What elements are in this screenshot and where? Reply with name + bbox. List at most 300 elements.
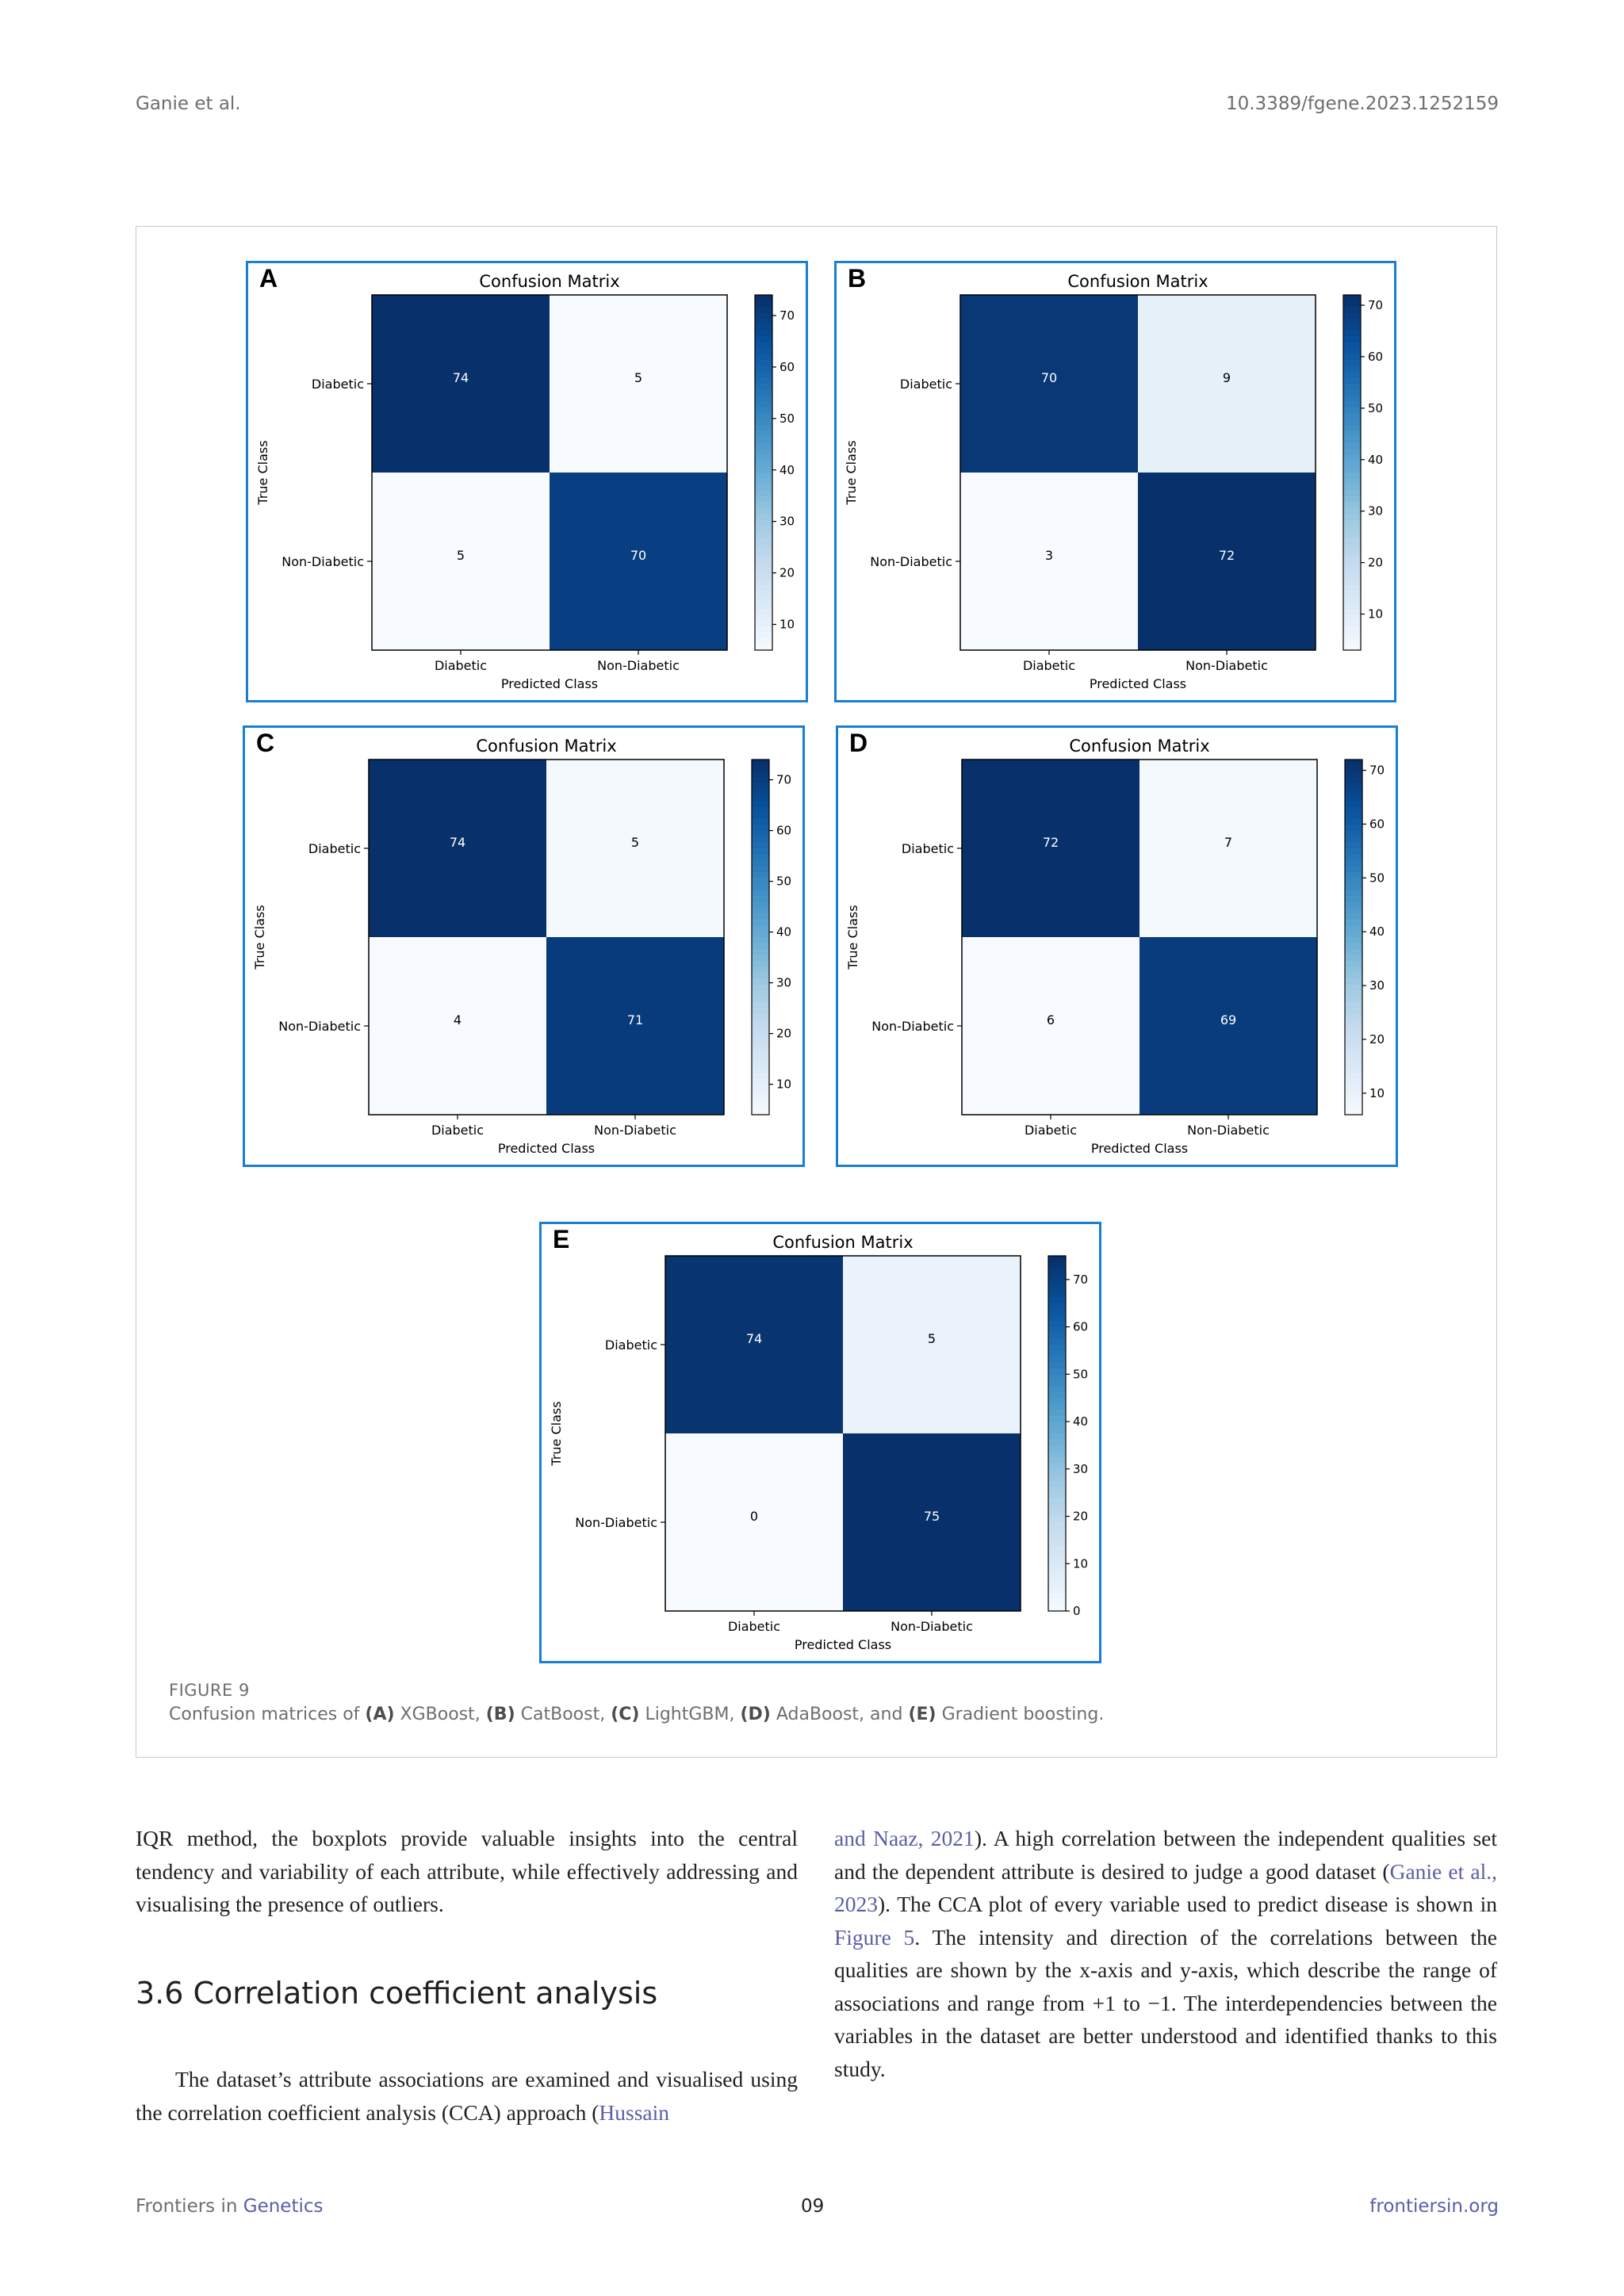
colorbar-tick-label: 10: [1073, 1556, 1089, 1571]
colorbar-segment: [755, 591, 772, 597]
colorbar-segment: [1343, 591, 1361, 597]
x-axis-label: Predicted Class: [1090, 1141, 1189, 1156]
colorbar-segment: [1345, 1008, 1362, 1015]
colorbar-segment: [1048, 1493, 1066, 1499]
x-tick-label: Non-Diabetic: [597, 658, 680, 673]
chart-title: Confusion Matrix: [1069, 737, 1210, 756]
colorbar-segment: [1343, 389, 1361, 396]
colorbar-segment: [755, 300, 772, 307]
chart-title: Confusion Matrix: [479, 272, 620, 291]
colorbar-segment: [755, 354, 772, 361]
caption-text-segment: LightGBM,: [639, 1705, 741, 1724]
panel-c: [243, 725, 805, 1167]
colorbar-segment: [752, 973, 769, 979]
colorbar-segment: [752, 1014, 769, 1020]
colorbar-segment: [1345, 765, 1362, 771]
footer-site-link[interactable]: frontiersin.org: [1369, 2196, 1499, 2217]
colorbar-segment: [752, 990, 769, 997]
colorbar-segment: [1343, 478, 1361, 484]
colorbar-segment: [1048, 1410, 1066, 1416]
x-tick-label: Diabetic: [431, 1123, 485, 1138]
colorbar-segment: [1345, 860, 1362, 867]
running-header-doi[interactable]: 10.3389/fgene.2023.1252159: [1225, 94, 1499, 114]
colorbar-segment: [1048, 1261, 1066, 1268]
colorbar-tick-label: 10: [779, 617, 795, 632]
colorbar-segment: [1048, 1546, 1066, 1552]
colorbar-segment: [1345, 1014, 1362, 1020]
confusion-matrix-chart: [248, 263, 806, 700]
citation-link[interactable]: and Naaz, 2021: [834, 1826, 975, 1850]
paragraph-text: The dataset’s attribute associations are examined and visualised using the correlation coefficient analysis (CCA) approach (: [136, 2067, 798, 2125]
confusion-matrix-chart: [542, 1224, 1099, 1661]
chart-title: Confusion Matrix: [476, 737, 617, 756]
colorbar-segment: [752, 1091, 769, 1097]
colorbar-segment: [752, 932, 769, 938]
colorbar-segment: [755, 324, 772, 331]
colorbar-segment: [755, 549, 772, 556]
colorbar-segment: [1343, 645, 1361, 651]
colorbar-segment: [1048, 1285, 1066, 1292]
colorbar-segment: [755, 508, 772, 515]
colorbar-segment: [755, 473, 772, 479]
colorbar-segment: [755, 645, 772, 651]
footer-journal-name[interactable]: Genetics: [243, 2196, 324, 2217]
colorbar-segment: [755, 401, 772, 408]
colorbar-tick-label: 20: [1369, 1031, 1385, 1047]
colorbar-segment: [755, 372, 772, 378]
colorbar-segment: [752, 813, 769, 819]
colorbar-segment: [1345, 807, 1362, 813]
colorbar-segment: [752, 1085, 769, 1092]
colorbar-segment: [1343, 538, 1361, 544]
colorbar-segment: [755, 366, 772, 373]
colorbar-segment: [755, 484, 772, 491]
colorbar-segment: [1343, 633, 1361, 639]
colorbar-segment: [755, 431, 772, 438]
colorbar-segment: [1048, 1505, 1066, 1511]
colorbar-segment: [755, 467, 772, 473]
colorbar-segment: [1345, 831, 1362, 837]
colorbar-segment: [1048, 1374, 1066, 1380]
colorbar-segment: [1048, 1392, 1066, 1399]
colorbar-segment: [1345, 908, 1362, 914]
colorbar-segment: [752, 890, 769, 896]
colorbar-segment: [1048, 1256, 1066, 1262]
colorbar-segment: [1345, 884, 1362, 890]
colorbar-segment: [1048, 1469, 1066, 1475]
colorbar-tick-label: 40: [779, 462, 795, 477]
colorbar-segment: [752, 1050, 769, 1056]
y-tick-label: Diabetic: [901, 841, 954, 856]
colorbar-segment: [1343, 502, 1361, 508]
colorbar-segment: [752, 801, 769, 807]
colorbar-segment: [1345, 1020, 1362, 1027]
colorbar-segment: [752, 1062, 769, 1068]
citation-link[interactable]: Ganie et al., 2023: [834, 1858, 1497, 1916]
colorbar-tick-label: 20: [776, 1026, 792, 1041]
colorbar-segment: [752, 771, 769, 778]
figure-caption: [169, 1681, 1469, 1724]
colorbar-segment: [1345, 1097, 1362, 1104]
colorbar-segment: [1048, 1558, 1066, 1564]
colorbar-segment: [1343, 579, 1361, 585]
chart-title: Confusion Matrix: [772, 1233, 914, 1252]
colorbar-segment: [752, 860, 769, 867]
colorbar-segment: [1343, 408, 1361, 414]
x-tick-label: Diabetic: [1022, 658, 1076, 673]
colorbar-tick-label: 60: [1073, 1319, 1089, 1334]
y-axis-label: True Class: [845, 905, 860, 970]
colorbar-segment: [1048, 1587, 1066, 1594]
colorbar-segment: [1048, 1457, 1066, 1464]
colorbar-segment: [1343, 366, 1361, 373]
colorbar-segment: [1343, 585, 1361, 591]
colorbar-segment: [1048, 1475, 1066, 1481]
colorbar-segment: [1048, 1350, 1066, 1357]
colorbar-segment: [1048, 1380, 1066, 1387]
colorbar-segment: [755, 567, 772, 573]
colorbar-segment: [755, 449, 772, 455]
colorbar-segment: [1345, 878, 1362, 884]
colorbar-segment: [752, 854, 769, 860]
x-tick-label: Non-Diabetic: [594, 1123, 676, 1138]
x-axis-label: Predicted Class: [497, 1141, 596, 1156]
colorbar-segment: [1345, 801, 1362, 807]
citation-link[interactable]: Hussain: [599, 2099, 670, 2125]
y-tick-label: Diabetic: [604, 1337, 657, 1353]
colorbar-segment: [755, 597, 772, 603]
colorbar-segment: [1343, 331, 1361, 337]
colorbar-segment: [1343, 443, 1361, 450]
colorbar-segment: [1048, 1321, 1066, 1327]
colorbar-segment: [755, 496, 772, 503]
cell-value-label: 0: [749, 1509, 759, 1524]
colorbar-segment: [752, 1038, 769, 1044]
y-axis-label: True Class: [252, 905, 267, 970]
colorbar-segment: [1048, 1362, 1066, 1368]
colorbar-segment: [755, 490, 772, 496]
colorbar-segment: [1048, 1498, 1066, 1505]
colorbar-segment: [1345, 932, 1362, 938]
panel-d: [836, 725, 1398, 1167]
colorbar-tick-label: 20: [1073, 1509, 1089, 1524]
y-axis-label: True Class: [844, 440, 859, 505]
colorbar-segment: [1343, 626, 1361, 633]
cell-value-label: 72: [1218, 548, 1235, 563]
colorbar-segment: [1048, 1570, 1066, 1576]
colorbar-segment: [752, 985, 769, 991]
colorbar-segment: [1048, 1309, 1066, 1315]
colorbar-segment: [1345, 771, 1362, 778]
colorbar-segment: [1343, 561, 1361, 568]
colorbar-tick-label: 70: [779, 308, 795, 323]
colorbar-segment: [752, 843, 769, 849]
colorbar-tick-label: 30: [1369, 978, 1385, 993]
colorbar-segment: [1343, 573, 1361, 580]
colorbar-segment: [1345, 990, 1362, 997]
colorbar-segment: [1343, 384, 1361, 390]
colorbar-segment: [1048, 1599, 1066, 1605]
colorbar-segment: [755, 307, 772, 313]
colorbar-segment: [1048, 1463, 1066, 1469]
colorbar-segment: [755, 579, 772, 585]
panel-letter: B: [848, 264, 867, 293]
caption-panel-ref: (D): [740, 1705, 771, 1724]
left-column-paragraph-1: [136, 1822, 798, 1921]
cell-value-label: 5: [630, 835, 640, 850]
colorbar-segment: [752, 866, 769, 872]
colorbar-segment: [755, 319, 772, 325]
colorbar-segment: [752, 1109, 769, 1115]
colorbar-tick-label: 50: [1073, 1367, 1089, 1382]
colorbar-segment: [755, 336, 772, 342]
caption-panel-ref: (A): [365, 1705, 395, 1724]
colorbar-segment: [752, 765, 769, 771]
y-tick-label: Non-Diabetic: [282, 554, 364, 569]
colorbar-segment: [1048, 1433, 1066, 1440]
colorbar-segment: [752, 836, 769, 843]
colorbar-segment: [755, 561, 772, 568]
colorbar-segment: [752, 1055, 769, 1062]
colorbar-tick-label: 60: [776, 823, 792, 838]
colorbar-segment: [752, 1067, 769, 1073]
colorbar-tick-label: 70: [776, 772, 792, 787]
colorbar-segment: [1345, 920, 1362, 926]
colorbar-segment: [752, 789, 769, 795]
colorbar-segment: [755, 348, 772, 354]
colorbar-segment: [1048, 1594, 1066, 1600]
x-tick-label: Non-Diabetic: [891, 1619, 973, 1634]
colorbar-tick-label: 10: [1368, 607, 1384, 622]
cell-value-label: 9: [1222, 370, 1231, 385]
colorbar-segment: [752, 795, 769, 802]
colorbar-segment: [755, 538, 772, 544]
colorbar-segment: [752, 831, 769, 837]
panel-a: [246, 261, 808, 702]
colorbar-segment: [1345, 1062, 1362, 1068]
colorbar-segment: [752, 760, 769, 766]
colorbar-segment: [1345, 901, 1362, 908]
colorbar-segment: [1048, 1552, 1066, 1558]
colorbar-segment: [755, 331, 772, 337]
cell-value-label: 5: [927, 1331, 936, 1346]
colorbar-segment: [1343, 638, 1361, 645]
figure-reference-link[interactable]: Figure 5: [834, 1924, 915, 1950]
colorbar-segment: [1345, 1038, 1362, 1044]
colorbar-segment: [1345, 949, 1362, 955]
colorbar-segment: [1343, 300, 1361, 307]
colorbar-segment: [1048, 1528, 1066, 1534]
colorbar-segment: [1345, 1073, 1362, 1080]
colorbar-segment: [1343, 401, 1361, 408]
colorbar-segment: [1048, 1439, 1066, 1445]
panel-b: [834, 261, 1396, 702]
colorbar-segment: [755, 455, 772, 461]
colorbar-tick-label: 10: [1369, 1085, 1385, 1100]
colorbar-segment: [1345, 1055, 1362, 1062]
cell-value-label: 70: [1040, 370, 1058, 385]
figure-label: FIGURE 9: [169, 1681, 250, 1700]
colorbar-tick-label: 50: [776, 874, 792, 889]
paragraph-text: ). The CCA plot of every variable used to predict disease is shown in: [878, 1892, 1497, 1916]
colorbar-segment: [1048, 1522, 1066, 1529]
colorbar-segment: [755, 312, 772, 319]
x-tick-label: Diabetic: [1024, 1123, 1078, 1138]
colorbar-segment: [755, 573, 772, 580]
colorbar-segment: [752, 825, 769, 831]
colorbar-segment: [1048, 1339, 1066, 1345]
colorbar-segment: [1048, 1368, 1066, 1375]
colorbar-segment: [752, 901, 769, 908]
colorbar-segment: [1343, 312, 1361, 319]
confusion-matrix-chart: [837, 263, 1394, 700]
colorbar-segment: [1048, 1268, 1066, 1274]
colorbar-segment: [752, 925, 769, 932]
colorbar-segment: [1048, 1416, 1066, 1422]
colorbar-tick-label: 70: [1369, 763, 1385, 778]
y-tick-label: Non-Diabetic: [575, 1515, 657, 1530]
y-tick-label: Diabetic: [899, 377, 952, 392]
colorbar-segment: [755, 638, 772, 645]
cell-value-label: 75: [923, 1509, 940, 1524]
colorbar-segment: [1343, 549, 1361, 556]
colorbar-segment: [1343, 419, 1361, 426]
colorbar-segment: [755, 437, 772, 443]
colorbar-segment: [752, 1008, 769, 1015]
colorbar-segment: [1048, 1534, 1066, 1540]
figure-caption-text: [169, 1705, 1469, 1724]
colorbar-tick-label: 20: [1368, 555, 1384, 570]
y-tick-label: Non-Diabetic: [278, 1019, 361, 1034]
colorbar-segment: [1343, 348, 1361, 354]
colorbar-segment: [755, 520, 772, 526]
colorbar-segment: [752, 997, 769, 1003]
colorbar-segment: [1048, 1292, 1066, 1298]
panel-letter: E: [553, 1225, 570, 1253]
cell-value-label: 71: [626, 1012, 644, 1027]
colorbar-tick-label: 60: [779, 359, 795, 374]
cell-value-label: 4: [453, 1012, 462, 1027]
colorbar-tick-label: 10: [776, 1077, 792, 1092]
colorbar-tick-label: 30: [1368, 503, 1384, 519]
y-axis-label: True Class: [549, 1401, 564, 1466]
colorbar-segment: [755, 425, 772, 431]
colorbar-segment: [1048, 1303, 1066, 1310]
colorbar-segment: [752, 978, 769, 985]
colorbar-segment: [1343, 484, 1361, 491]
colorbar-segment: [755, 502, 772, 508]
y-tick-label: Diabetic: [308, 841, 361, 856]
colorbar-segment: [752, 1031, 769, 1038]
colorbar-tick-label: 40: [1073, 1414, 1089, 1429]
colorbar-segment: [1048, 1428, 1066, 1434]
colorbar-segment: [1345, 836, 1362, 843]
cell-value-label: 69: [1220, 1012, 1237, 1027]
colorbar-segment: [1343, 621, 1361, 627]
colorbar-segment: [752, 807, 769, 813]
colorbar-segment: [755, 408, 772, 414]
caption-text-segment: Confusion matrices of: [169, 1705, 366, 1724]
colorbar-segment: [1343, 603, 1361, 609]
colorbar-segment: [752, 777, 769, 783]
x-tick-label: Non-Diabetic: [1185, 658, 1268, 673]
colorbar-segment: [752, 949, 769, 955]
colorbar-segment: [1345, 854, 1362, 860]
colorbar-segment: [1345, 783, 1362, 790]
colorbar-segment: [1345, 819, 1362, 825]
colorbar-tick-label: 50: [1369, 871, 1385, 886]
colorbar-segment: [755, 556, 772, 562]
colorbar-segment: [752, 884, 769, 890]
colorbar-segment: [752, 937, 769, 943]
colorbar-segment: [755, 461, 772, 467]
colorbar-segment: [1048, 1451, 1066, 1457]
colorbar-segment: [1345, 872, 1362, 878]
colorbar-segment: [1343, 532, 1361, 538]
colorbar-segment: [1343, 556, 1361, 562]
colorbar-tick-label: 30: [1073, 1461, 1089, 1476]
caption-panel-ref: (B): [485, 1705, 515, 1724]
colorbar-segment: [755, 614, 772, 621]
colorbar-segment: [1343, 614, 1361, 621]
colorbar-segment: [755, 526, 772, 532]
colorbar-segment: [755, 532, 772, 538]
colorbar-segment: [1343, 360, 1361, 366]
colorbar-segment: [752, 848, 769, 855]
colorbar-segment: [1343, 437, 1361, 443]
colorbar-segment: [1343, 413, 1361, 419]
colorbar-segment: [1343, 597, 1361, 603]
left-column-paragraph-2: [136, 2063, 798, 2129]
colorbar-segment: [752, 872, 769, 878]
panel-letter: A: [259, 264, 278, 293]
cell-value-label: 6: [1046, 1012, 1055, 1027]
colorbar-segment: [1343, 372, 1361, 378]
colorbar-segment: [1343, 455, 1361, 461]
colorbar-segment: [755, 585, 772, 591]
colorbar-segment: [1343, 567, 1361, 573]
colorbar-segment: [752, 908, 769, 914]
colorbar-segment: [1343, 520, 1361, 526]
y-tick-label: Non-Diabetic: [871, 1019, 954, 1034]
colorbar-segment: [1048, 1540, 1066, 1546]
y-axis-label: True Class: [255, 440, 270, 505]
colorbar-segment: [1343, 307, 1361, 313]
colorbar-segment: [1343, 490, 1361, 496]
colorbar-tick-label: 60: [1369, 817, 1385, 832]
colorbar-tick-label: 0: [1073, 1604, 1081, 1618]
colorbar-segment: [1048, 1487, 1066, 1493]
colorbar-segment: [1345, 843, 1362, 849]
colorbar-segment: [752, 961, 769, 967]
colorbar-segment: [1343, 319, 1361, 325]
colorbar-segment: [1048, 1327, 1066, 1334]
colorbar-segment: [1048, 1481, 1066, 1487]
colorbar-tick-label: 20: [779, 565, 795, 580]
x-tick-label: Non-Diabetic: [1187, 1123, 1270, 1138]
colorbar-segment: [1345, 1085, 1362, 1092]
colorbar-segment: [755, 396, 772, 402]
colorbar-segment: [755, 478, 772, 484]
colorbar-segment: [755, 621, 772, 627]
colorbar-segment: [1048, 1398, 1066, 1404]
running-header-authors: Ganie et al.: [136, 94, 241, 114]
colorbar-segment: [1345, 1043, 1362, 1050]
colorbar-segment: [1345, 1091, 1362, 1097]
colorbar-tick-label: 40: [1368, 452, 1384, 467]
colorbar-segment: [755, 378, 772, 385]
colorbar-segment: [1048, 1273, 1066, 1280]
